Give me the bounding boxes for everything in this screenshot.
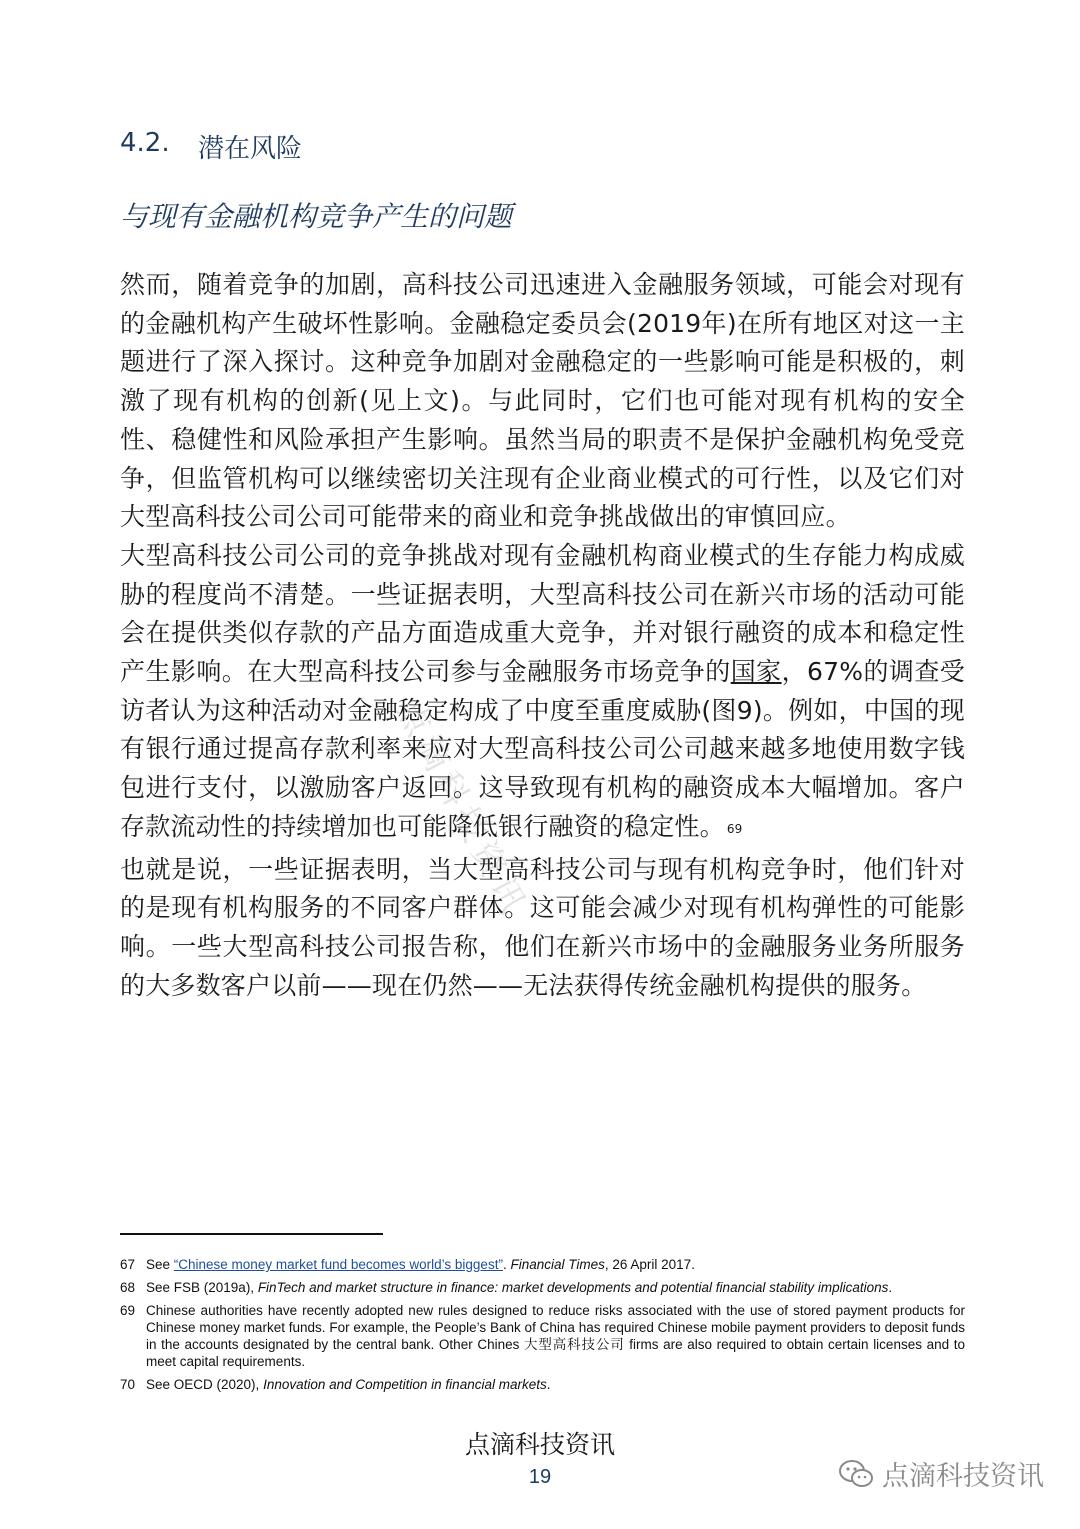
footnote-source: Financial Times [510, 1257, 605, 1272]
footnote-tail: , 26 April 2017. [604, 1257, 695, 1272]
footnote-ref-69[interactable]: 69 [726, 821, 743, 836]
footnote-tail: . [546, 1377, 551, 1392]
footnote-prefix: See FSB (2019a), [146, 1280, 258, 1295]
footnote-divider [120, 1233, 383, 1235]
body-text [120, 266, 965, 1005]
footnote-source: FinTech and market structure in finance: market developments and potential financial stability implications [257, 1280, 889, 1295]
section-heading [120, 128, 302, 165]
footer-title: 点滴科技资讯 [464, 1430, 615, 1459]
footnote-number: 67 [120, 1257, 136, 1272]
footnote-text [146, 1279, 965, 1296]
footnote-sep: . [502, 1257, 511, 1272]
footnote-text: Chinese authorities have recently adopted new rules designed to reduce risks associated with the use of stored payment products for Chinese money market funds. For example, the People’s Bank of China has required Chinese mobile payment providers to deposit funds in the accounts designated by the central bank. Other Chines 大型高科技公司 firms are also required to obtain certain licenses and to meet capital requirements. [146, 1303, 965, 1369]
subsection-heading: 与现有金融机构竞争产生的问题 [120, 200, 513, 233]
footnote-text [146, 1376, 965, 1393]
wechat-watermark [838, 1454, 1044, 1493]
wechat-icon [838, 1459, 874, 1489]
watermark-label: 点滴科技资讯 [882, 1461, 1044, 1492]
footnote-text [146, 1256, 965, 1273]
footnote-prefix: See OECD (2020), [146, 1377, 264, 1392]
footnote-number: 68 [120, 1280, 136, 1295]
country-link[interactable]: 国家 [730, 657, 782, 687]
footnote-link[interactable]: “Chinese money market fund becomes world’s biggest” [173, 1257, 503, 1272]
paragraph-2-part-b: ，67%的调查受访者认为这种活动对金融稳定构成了中度至重度威胁(图9)。例如，中国的现有银行通过提高存款利率来应对大型高科技公司公司越来越多地使用数字钱包进行支付，以激励客户返回。这导致现有机构的融资成本大幅增加。客户存款流动性的持续增加也可能降低银行融资的稳定性。 [120, 657, 966, 841]
footnote-70 [120, 1376, 965, 1393]
footnote-69 [120, 1302, 965, 1370]
paragraph-1: 然而，随着竞争的加剧，高科技公司迅速进入金融服务领域，可能会对现有的金融机构产生破坏性影响。金融稳定委员会(2019年)在所有地区对这一主题进行了深入探讨。这种竞争加剧对金融稳定的一些影响可能是积极的，刺激了现有机构的创新(见上文)。与此同时，它们也可能对现有机构的安全性、稳健性和风险承担产生影响。虽然当局的职责不是保护金融机构免受竞争，但监管机构可以继续密切关注现有企业商业模式的可行性，以及它们对大型高科技公司公司可能带来的商业和竞争挑战做出的审慎回应。 [120, 270, 965, 532]
footnotes [120, 1256, 965, 1399]
paragraph-2 [120, 537, 965, 851]
footnote-67 [120, 1256, 965, 1273]
section-number: 4.2. [120, 128, 170, 158]
paragraph-2-part-a: 大型高科技公司公司的竞争挑战对现有金融机构商业模式的生存能力构成威胁的程度尚不清楚。一些证据表明，大型高科技公司在新兴市场的活动可能会在提供类似存款的产品方面造成重大竞争，并对银行融资的成本和稳定性产生影响。在大型高科技公司参与金融服务市场竞争的 [120, 540, 965, 687]
diagonal-watermark: 点滴科技资讯 [387, 693, 536, 925]
footnote-tail: . [888, 1280, 893, 1295]
footnote-number: 69 [120, 1303, 136, 1318]
footnote-68 [120, 1279, 965, 1296]
footnote-prefix: See [146, 1257, 174, 1272]
section-title: 潜在风险 [198, 134, 303, 164]
footnote-source: Innovation and Competition in financial markets [263, 1377, 547, 1392]
paragraph-3: 也就是说，一些证据表明，当大型高科技公司与现有机构竞争时，他们针对的是现有机构服务的不同客户群体。这可能会减少对现有机构弹性的可能影响。一些大型高科技公司报告称，他们在新兴市场中的金融服务业务所服务的大多数客户以前——现在仍然——无法获得传统金融机构提供的服务。 [120, 854, 965, 1000]
footnote-number: 70 [120, 1377, 136, 1392]
page-number: 19 [528, 1466, 552, 1488]
